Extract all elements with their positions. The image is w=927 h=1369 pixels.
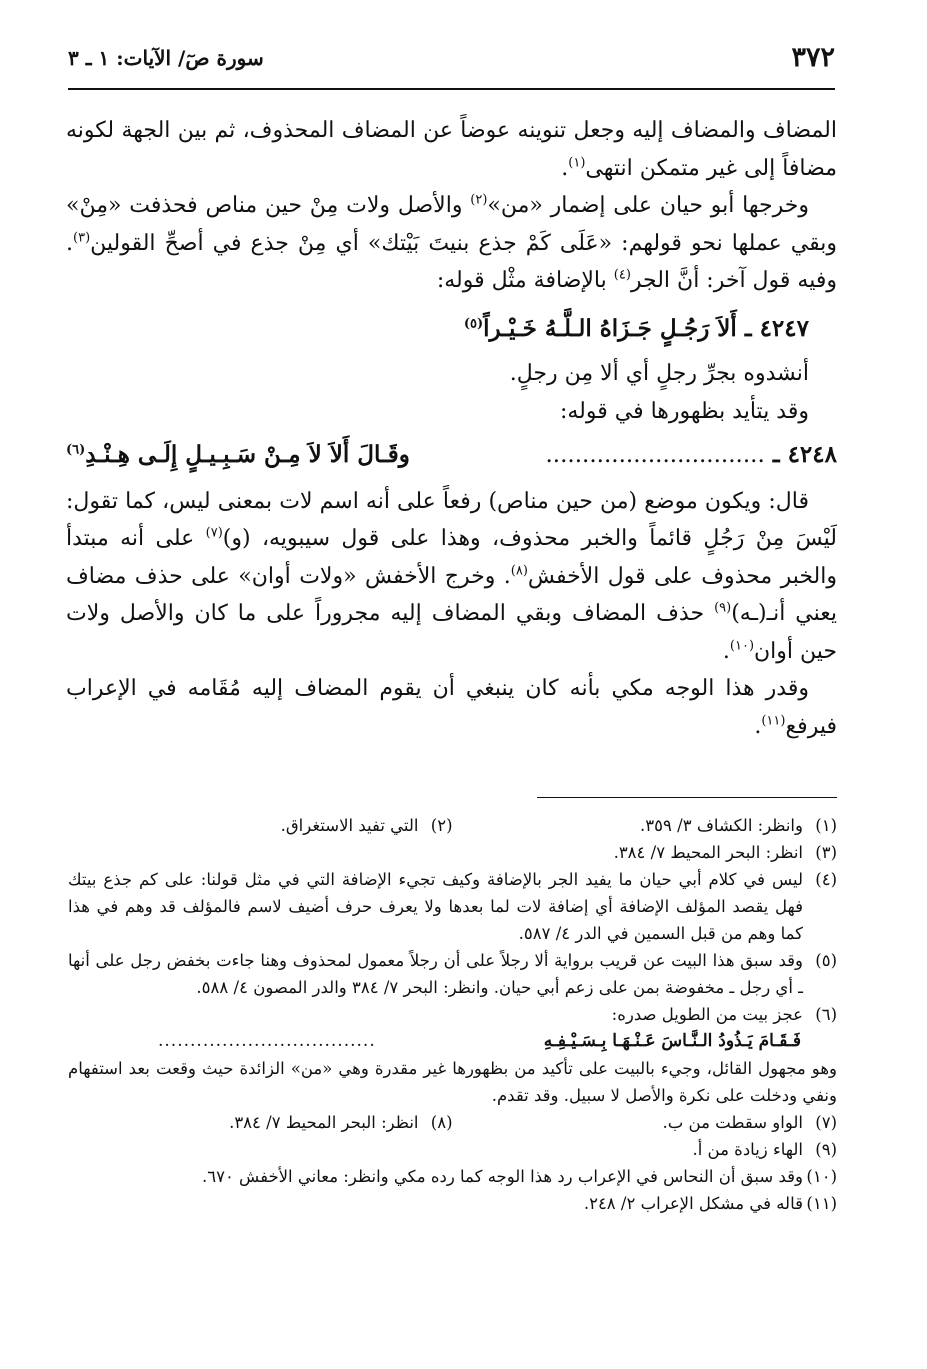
verse-4248-left xyxy=(545,436,837,475)
paragraph-2 xyxy=(66,187,837,300)
verse-4248 xyxy=(66,436,837,475)
paragraph-6 xyxy=(66,670,837,745)
footnote-number: (٤) xyxy=(815,870,837,889)
footnote-8 xyxy=(68,1109,453,1136)
footnotes xyxy=(68,812,837,1217)
footnote-number: (٨) xyxy=(430,1113,453,1132)
footnote-text: انظر: البحر المحيط ٧/ ٣٨٤. xyxy=(613,843,803,862)
footnote-6-verse xyxy=(68,1028,837,1055)
paragraph-4: وقد يتأيد بظهورها في قوله: xyxy=(559,398,809,424)
footnote-ref-1: (١) xyxy=(568,155,586,171)
footnote-number: (٥) xyxy=(815,951,837,970)
footnote-6 xyxy=(68,1001,837,1028)
p2d-text: بالإضافة مثْل قوله: xyxy=(436,268,614,293)
footnote-ref-6: (٦) xyxy=(66,442,86,458)
footnote-ref-5: (٥) xyxy=(463,315,484,331)
footnote-text: الواو سقطت من ب. xyxy=(662,1113,803,1132)
footnote-ref-4: (٤) xyxy=(613,267,631,283)
verse-4248-right xyxy=(66,436,410,474)
footnote-number: (٧) xyxy=(815,1113,837,1132)
footnote-ref-9: (٩) xyxy=(714,600,732,616)
p6-text: وقدر هذا الوجه مكي بأنه كان ينبغي أن يقوم المضاف إليه مُقَامه في الإعراب فيرفع xyxy=(66,676,837,739)
paragraph-3: أنشدوه بجرِّ رجلٍ أي ألا مِن رجلٍ. xyxy=(509,361,809,386)
p2c-text: . وفيه قول آخر: أنَّ الجر xyxy=(66,230,837,293)
footnote-number: (١) xyxy=(815,816,837,835)
verse-4248-dots: .............................. xyxy=(545,442,765,468)
footnote-9 xyxy=(68,1136,837,1163)
page-number: ٣٧٢ xyxy=(791,42,835,73)
paragraph-5 xyxy=(66,483,837,671)
footnote-ref-7: (٧) xyxy=(205,525,223,541)
footnote-text: وقد سبق أن النحاس في الإعراب رد هذا الوجه كما رده مكي وانظر: معاني الأخفش ٦٧٠. xyxy=(201,1167,803,1186)
footnote-ref-10: (١٠) xyxy=(729,638,755,654)
footnote-text: التي تفيد الاستغراق. xyxy=(280,816,419,835)
footnote-5 xyxy=(68,947,837,1001)
footnote-text: انظر: البحر المحيط ٧/ ٣٨٤. xyxy=(229,1113,419,1132)
running-head: سورة صٓ/ الآيات: ١ ـ ٣ xyxy=(68,46,264,70)
footnote-ref-11: (١١) xyxy=(761,713,786,729)
verse-4248-text: وقَـالَ أَلاَ لاَ مِـنْ سَـبِـيـلٍ إِلَـى هِـنْـدِ xyxy=(85,441,410,468)
footnote-4 xyxy=(68,866,837,947)
verse-4247-text: ٤٢٤٧ ـ أَلاَ رَجُـلٍ جَـزَاهُ الـلَّـهُ خَـيْـراً xyxy=(483,314,809,342)
p5c-text: . وخرج الأخفش «ولات أوان» على حذف مضاف يعني أنـ(ـه) xyxy=(66,563,838,626)
footnote-number: (١٠) xyxy=(806,1167,837,1186)
footnote-ref-2: (٢) xyxy=(470,192,488,208)
footnote-6-verse-text: فَـقَـامَ يَـذُودُ الـنَّـاسَ عَـنْـهَـا بِـسَـيْـفِـهِ xyxy=(543,1031,801,1051)
footnote-7 xyxy=(453,1109,838,1136)
footnote-number: (١١) xyxy=(806,1194,837,1213)
footnote-3 xyxy=(68,839,837,866)
footnote-text: الهاء زيادة من أ. xyxy=(692,1140,803,1159)
footnote-2 xyxy=(68,812,453,839)
footnote-text: وهو مجهول القائل، وجيء بالبيت على تأكيد من بظهورها غير مقدرة وهي «من» الزائدة حيث وقعت بعد استفهام ونفي ودخلت على نكرة والأصل لا سبيل. وقد تقدم. xyxy=(68,1059,837,1105)
p5d-text: حذف المضاف وبقي المضاف إليه مجروراً على ما كان والأصل ولات حين أوان xyxy=(66,601,837,664)
p2a-text: وخرجها أبو حيان على إضمار «من» xyxy=(487,193,809,218)
footnote-number: (٢) xyxy=(430,816,453,835)
p5a-text: قال: ويكون موضع (من حين مناص) رفعاً على أنه اسم لات بمعنى ليس، كما تقول: لَيْسَ مِنْ رَجُلٍ قائماً والخبر محذوف، وهذا على قول سيبويه، (و) xyxy=(66,488,837,551)
footnote-text: وقد سبق هذا البيت عن قريب برواية ألا رجلاً على أن رجلاً معمول لمحذوف وهنا جاءت بخفض رجل على أنها ـ أي رجل ـ مخفوضة بمن على زعم أبي حيان. وانظر: البحر ٧/ ٣٨٤ والدر المصون ٤/ ٥٨٨. xyxy=(68,951,803,997)
main-text xyxy=(66,112,837,745)
p1-text: المضاف والمضاف إليه وجعل تنوينه عوضاً عن المضاف المحذوف، ثم بين الجهة لكونه مضافاً إلى غير متمكن انتهى xyxy=(66,118,837,181)
footnote-number: (٣) xyxy=(815,843,837,862)
p1-end: . xyxy=(561,155,569,181)
paragraph-1 xyxy=(66,112,837,187)
footnote-row-1-2 xyxy=(68,812,837,839)
p2b-text: والأصل ولات مِنْ حين مناص فحذفت «مِنْ» وبقي عملها نحو قولهم: «عَلَى كَمْ جذع بنيتَ بَيْتك» أي مِنْ جذع في أصحِّ القولين xyxy=(66,193,837,256)
footnote-rule xyxy=(537,797,837,798)
footnote-text: ليس في كلام أبي حيان ما يفيد الجر بالإضافة وكيف تجيء الإضافة التي في مثل قولنا: على كم جذع بيتك فهل يقصد المؤلف الإضافة أي إضافة لات لما بعدها ولا يعرف حرف أضيف لاسم فالمؤلف قد وهم في هذا كما وهم من قبل السمين في الدر ٤/ ٥٨٧. xyxy=(68,870,803,943)
footnote-number: (٩) xyxy=(815,1140,837,1159)
verse-4247 xyxy=(66,310,837,348)
footnote-ref-8: (٨) xyxy=(510,563,528,579)
footnote-10 xyxy=(68,1163,837,1190)
footnote-row-7-8 xyxy=(68,1109,837,1136)
verse-4248-number: ٤٢٤٨ ـ xyxy=(772,441,837,468)
footnote-number: (٦) xyxy=(815,1005,837,1024)
footnote-text: عجز بيت من الطويل صدره: xyxy=(611,1005,803,1024)
footnote-text: وانظر: الكشاف ٣/ ٣٥٩. xyxy=(640,816,803,835)
footnote-6-continued xyxy=(68,1055,837,1109)
footnote-11 xyxy=(68,1190,837,1217)
footnote-ref-3: (٣) xyxy=(73,230,91,246)
p6-end: . xyxy=(754,713,762,739)
page-header xyxy=(68,36,835,80)
footnote-text: قاله في مشكل الإعراب ٢/ ٢٤٨. xyxy=(583,1194,803,1213)
footnote-6-verse-dots: .................................. xyxy=(158,1031,376,1051)
footnote-1 xyxy=(453,812,838,839)
p5b-text: على أنه مبتدأ والخبر محذوف على قول الأخفش xyxy=(66,526,837,589)
p5e-text: . xyxy=(722,638,730,664)
header-rule xyxy=(68,88,835,90)
